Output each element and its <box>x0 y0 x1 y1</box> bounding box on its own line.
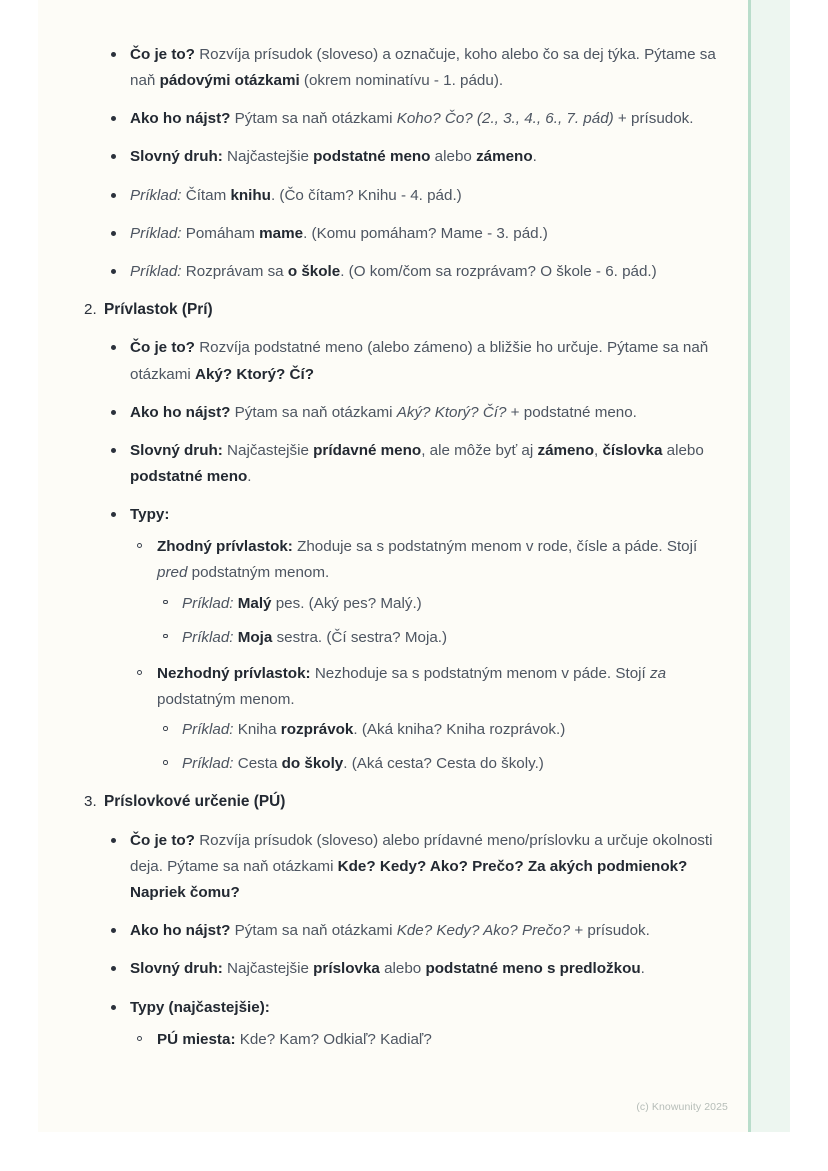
text-run: pred <box>157 564 188 582</box>
text-run: príslovka <box>313 960 380 978</box>
text-run: za <box>649 664 667 682</box>
text-run: . (O kom/čom sa rozprávam? O škole - 6. pád.) <box>340 262 657 280</box>
text-run: + podstatné meno. <box>506 403 637 421</box>
text-run: Príklad: <box>130 224 182 242</box>
text-run: mame <box>259 224 304 242</box>
text-run: + prísudok. <box>613 110 694 128</box>
text-run: Ako ho nájst? <box>130 403 231 421</box>
text-run: Príklad: <box>182 721 234 739</box>
text-run: Ako ho nájst? <box>130 110 231 128</box>
decorative-green-edge <box>748 0 751 1132</box>
text-run: podstatným menom. <box>157 691 295 709</box>
text-run: Najčastejšie <box>222 148 314 166</box>
text-run: PÚ miesta: <box>157 1030 236 1048</box>
list-item <box>104 259 718 285</box>
list-item <box>104 956 718 982</box>
document-section <box>68 789 718 1052</box>
text-run: Cesta <box>233 755 282 773</box>
list-item <box>104 183 718 209</box>
document-section <box>68 297 718 777</box>
bullet-list-level-2 <box>130 534 718 777</box>
text-run: Čo je to? <box>130 339 195 357</box>
list-item <box>104 42 718 94</box>
text-run: podstatné meno <box>313 148 431 166</box>
bullet-list-level-3 <box>157 717 718 777</box>
text-run: Slovný druh: <box>130 148 223 166</box>
list-item <box>104 221 718 247</box>
text-run: Príklad: <box>130 186 182 204</box>
text-run: Pýtam sa naň otázkami <box>230 922 397 940</box>
text-run: knihu <box>230 186 271 204</box>
text-run: Čo je to? <box>130 831 195 849</box>
text-run: . (Aká cesta? Cesta do školy.) <box>343 755 544 773</box>
list-item <box>104 144 718 170</box>
text-run: Kde? Kedy? Ako? Prečo? Za akých podmienok? Napriek čomu? <box>130 858 688 902</box>
list-item <box>104 400 718 426</box>
text-run: Čítam <box>181 186 231 204</box>
bullet-list-level-1 <box>104 828 718 1053</box>
section-number: 3. <box>84 793 97 811</box>
text-run: Nezhodný prívlastok: <box>157 664 311 682</box>
text-run: zámeno <box>476 148 533 166</box>
text-run: Slovný druh: <box>130 441 223 459</box>
text-run: . <box>532 148 537 166</box>
text-run: Kde? Kam? Odkiaľ? Kadiaľ? <box>235 1030 432 1048</box>
text-run: Najčastejšie <box>222 960 314 978</box>
section-heading: Príslovkové určenie (PÚ) <box>104 793 286 811</box>
bullet-list-level-1 <box>104 335 718 777</box>
text-run: do školy <box>281 755 344 773</box>
text-run: . (Komu pomáham? Mame - 3. pád.) <box>303 224 548 242</box>
text-run: o škole <box>287 262 341 280</box>
list-item <box>104 995 718 1053</box>
text-run: Kniha <box>233 721 281 739</box>
text-run: . <box>640 960 645 978</box>
text-run: Zhoduje sa s podstatným menom v rode, čísle a páde. Stojí <box>292 538 698 556</box>
text-run: pes. (Aký pes? Malý.) <box>271 594 422 612</box>
decorative-green-panel <box>748 0 790 1132</box>
text-run: podstatné meno s predložkou <box>425 960 641 978</box>
list-item <box>130 1027 718 1053</box>
text-run: číslovka <box>602 441 663 459</box>
bullet-list-level-2 <box>130 1027 718 1053</box>
text-run: Kde? Kedy? Ako? Prečo? <box>396 922 571 940</box>
text-run: alebo <box>430 148 477 166</box>
text-run: Pomáham <box>181 224 260 242</box>
text-run: rozprávok <box>280 721 354 739</box>
text-run: Pýtam sa naň otázkami <box>230 110 397 128</box>
text-run: + prísudok. <box>570 922 650 940</box>
text-run: zámeno <box>537 441 595 459</box>
list-item <box>104 438 718 490</box>
text-run: Čo je to? <box>130 46 195 63</box>
text-run: Príklad: <box>182 594 234 612</box>
text-run: sestra. (Čí sestra? Moja.) <box>272 628 448 646</box>
text-run: Typy: <box>130 506 170 524</box>
text-run: prídavné meno <box>313 441 422 459</box>
text-run: Rozprávam sa <box>181 262 288 280</box>
section-number: 2. <box>84 300 97 318</box>
list-item <box>157 751 718 777</box>
text-run: , <box>594 441 603 459</box>
text-run: Aký? Ktorý? Čí? <box>195 365 314 383</box>
text-run: Malý <box>237 594 272 612</box>
text-run: Zhodný prívlastok: <box>157 538 293 556</box>
section-heading: Prívlastok (Prí) <box>104 300 213 318</box>
text-run: Moja <box>237 628 273 646</box>
text-run: Typy (najčastejšie): <box>130 998 270 1016</box>
list-item <box>157 717 718 743</box>
document-section <box>68 42 718 285</box>
list-item <box>104 918 718 944</box>
text-run: Rozvíja prísudok (sloveso) a označuje, koho alebo čo sa dej týka. Pýtame sa naň <box>130 46 716 90</box>
text-run: (okrem nominatívu - 1. pádu). <box>299 72 504 90</box>
text-run: Koho? Čo? (2., 3., 4., 6., 7. pád) <box>396 110 614 128</box>
text-run: Príklad: <box>182 755 234 773</box>
text-run: Príklad: <box>182 628 234 646</box>
text-run: podstatným menom. <box>187 564 330 582</box>
text-run: Príklad: <box>130 262 182 280</box>
text-run: Pýtam sa naň otázkami <box>230 403 397 421</box>
text-run: . (Aká kniha? Kniha rozprávok.) <box>353 721 566 739</box>
text-run: pádovými otázkami <box>159 72 300 90</box>
bullet-list-level-3 <box>157 591 718 651</box>
text-run: Rozvíja prísudok (sloveso) alebo prídavné meno/príslovku a určuje okolnosti deja. Pýtame sa naň otázkami <box>130 831 713 876</box>
text-run: Aký? Ktorý? Čí? <box>396 403 507 421</box>
text-run: Nezhoduje sa s podstatným menom v páde. Stojí <box>310 664 650 682</box>
bullet-list-level-1 <box>104 42 718 285</box>
text-run: . (Čo čítam? Knihu - 4. pád.) <box>270 186 462 204</box>
text-run: podstatné meno <box>130 468 248 486</box>
copyright-watermark: (c) Knowunity 2025 <box>636 1101 728 1113</box>
text-run: Rozvíja podstatné meno (alebo zámeno) a bližšie ho určuje. Pýtame sa naň otázkami <box>130 339 709 383</box>
list-item <box>130 534 718 651</box>
text-run: Najčastejšie <box>222 441 314 459</box>
list-item <box>130 661 718 778</box>
text-run: alebo <box>662 441 704 459</box>
document-page <box>38 0 790 1132</box>
text-run: , ale môže byť aj <box>421 441 538 459</box>
list-item <box>104 106 718 132</box>
text-run: alebo <box>379 960 426 978</box>
text-run: . <box>247 468 252 486</box>
text-run: Slovný druh: <box>130 960 223 978</box>
text-run: Ako ho nájst? <box>130 922 231 940</box>
list-item <box>104 828 718 906</box>
list-item <box>157 625 718 651</box>
list-item <box>157 591 718 617</box>
document-content <box>38 0 748 1065</box>
list-item <box>104 502 718 777</box>
section-list <box>68 42 718 1053</box>
list-item <box>104 335 718 387</box>
